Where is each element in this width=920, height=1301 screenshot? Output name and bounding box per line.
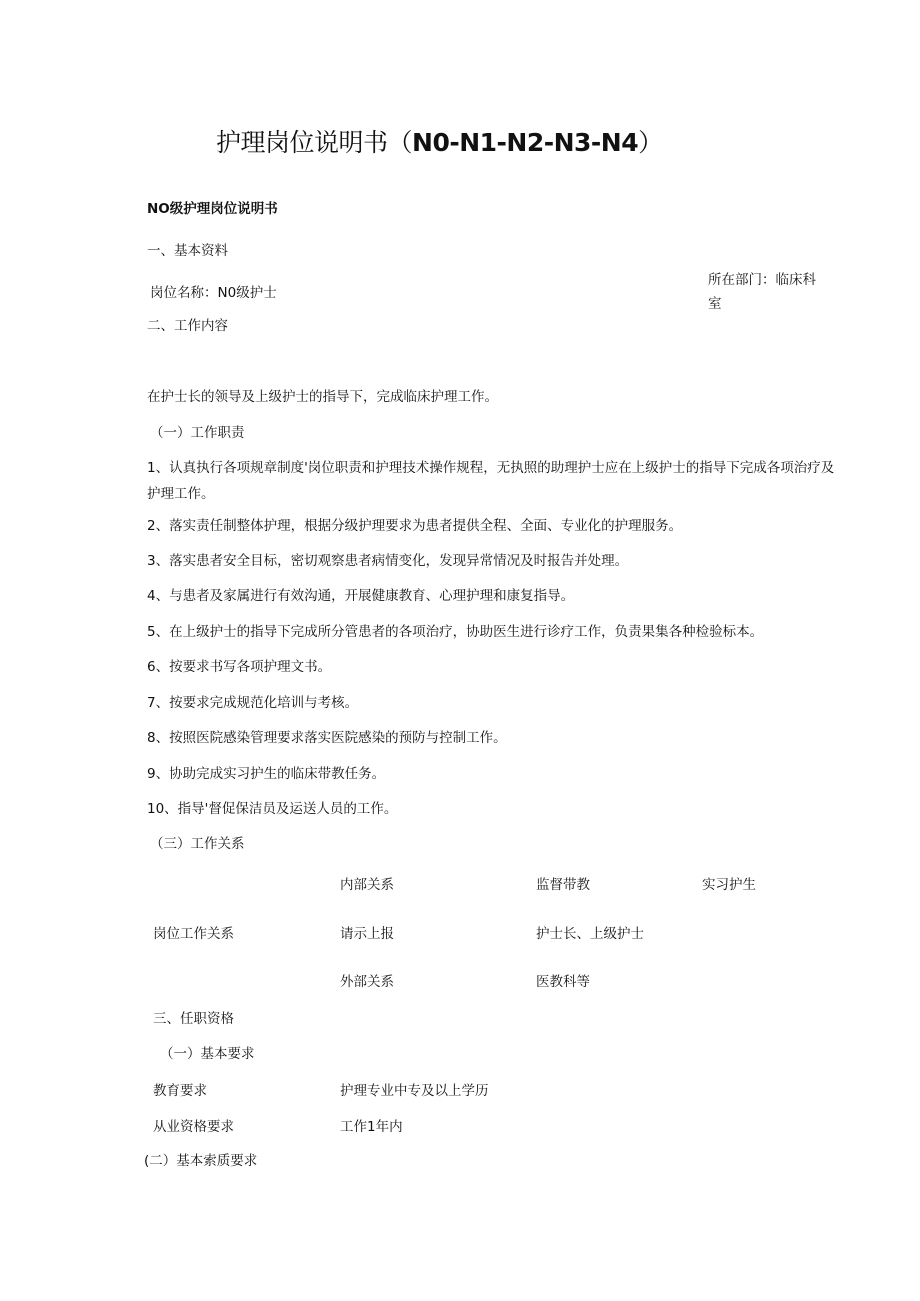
document-title	[216, 126, 663, 160]
section-basic-info-heading: 一、基本资料	[147, 243, 228, 259]
relation-internal: 内部关系	[340, 877, 394, 893]
education-value: 护理专业中专及以上学历	[340, 1083, 489, 1099]
document-subtitle: NO级护理岗位说明书	[147, 201, 278, 217]
duty-item: 1、认真执行各项规章制度'岗位职责和护理技术操作规程，无执照的助理护士应在上级护士的指导下完成各项治疗及护理工作。	[147, 460, 835, 502]
relation-supervise-target: 实习护生	[702, 877, 756, 893]
quality-requirements-heading: (二）基本索质要求	[144, 1153, 258, 1169]
qualification-label: 从业资格要求	[153, 1119, 234, 1135]
section-work-content-heading: 二、工作内容	[147, 318, 228, 334]
section-qualifications-heading: 三、任职资格	[153, 1011, 234, 1027]
relation-report-target: 护士长、上级护士	[536, 926, 644, 942]
duty-item: 5、在上级护士的指导下完成所分管患者的各项治疗，协助医生进行诊疗工作，负责果集各种检验标本。	[147, 624, 764, 640]
work-summary: 在护士长的领导及上级护士的指导下，完成临床护理工作。	[147, 389, 498, 405]
duty-item: 3、落实患者安全目标，密切观察患者病情变化，发现异常情况及时报告并处理。	[147, 553, 629, 569]
duty-item: 2、落实责任制整体护理，根据分级护理要求为患者提供全程、全面、专业化的护理服务。	[147, 518, 683, 534]
duty-item: 4、与患者及家属进行有效沟通，开展健康教育、心理护理和康复指导。	[147, 588, 575, 604]
relation-supervise: 监督带教	[536, 877, 590, 893]
duty-item: 7、按要求完成规范化培训与考核。	[147, 695, 359, 711]
duty-item: 10、指导'督促保洁员及运送人员的工作。	[147, 801, 398, 817]
education-label: 教育要求	[153, 1083, 207, 1099]
title-code: N0-N1-N2-N3-N4	[412, 128, 639, 157]
position-name: 岗位名称：N0级护士	[150, 285, 277, 301]
duty-item: 6、按要求书写各项护理文书。	[147, 659, 332, 675]
relations-heading: （三）工作关系	[150, 836, 245, 852]
basic-requirements-heading: （一）基本要求	[160, 1046, 255, 1062]
duty-item: 9、协助完成实习护生的临床带教任务。	[147, 766, 386, 782]
relation-report: 请示上报	[340, 926, 394, 942]
title-main: 护理岗位说明书（	[216, 128, 413, 157]
relation-label: 岗位工作关系	[153, 926, 234, 942]
relation-external-target: 医教科等	[536, 974, 590, 990]
duties-heading: （一）工作职责	[150, 425, 245, 441]
relation-external: 外部关系	[340, 974, 394, 990]
duty-item: 8、按照医院感染管理要求落实医院感染的预防与控制工作。	[147, 730, 507, 746]
qualification-value: 工作1年内	[340, 1119, 403, 1135]
department: 所在部门：临床科室	[708, 272, 816, 312]
title-close: ）	[638, 128, 663, 157]
